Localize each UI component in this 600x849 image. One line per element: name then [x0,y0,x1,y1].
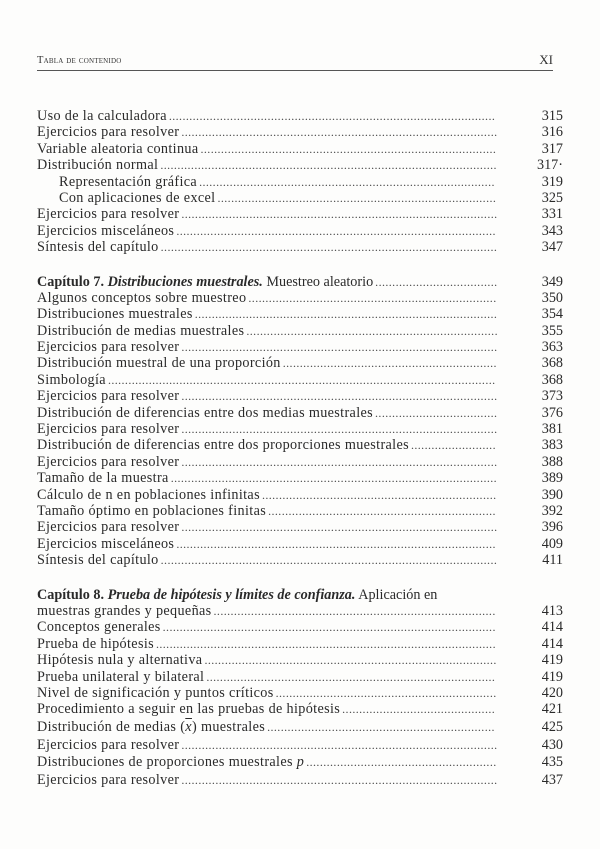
running-header [37,52,553,71]
dot-leader: .................................................................................. [217,190,497,205]
dot-leader: .............................................................................................. [176,536,496,551]
dot-leader: ............................................. [342,702,496,717]
toc-entry[interactable] [37,652,563,668]
toc-entry[interactable] [37,339,563,355]
entry-text: Ejercicios para resolver [37,736,180,753]
page-number: 430 [541,736,563,753]
dot-leader: ............................................................................................. [181,737,498,752]
chapter-label: Capítulo 8. [37,586,105,603]
toc-entry[interactable] [37,290,563,306]
toc-entry[interactable] [37,619,563,635]
dot-leader: ........................................................ [306,755,497,770]
dot-leader: ......................................................................... [248,290,497,305]
entry-text: Ejercicios para resolver [37,421,180,438]
page-number: 381 [541,421,563,438]
entry-text: Síntesis del capítulo [37,552,159,569]
dot-leader: ............................................................................................. [181,773,498,788]
entry-text [37,753,306,772]
section-gap [37,569,563,587]
entry-text-after: muestrales [200,718,266,735]
chapter-8-entries [37,619,563,788]
toc-entry[interactable] [37,306,563,322]
chapter-title: Prueba de hipótesis y límites de confianza. [107,586,356,603]
math-symbol: p [296,754,305,771]
toc-chapter-8[interactable] [37,587,563,603]
entry-text: Ejercicios para resolver [37,453,180,470]
dot-leader: ......................... [410,438,496,453]
page-number: 419 [541,668,563,685]
entry-text: Tamaño de la muestra [37,470,169,487]
entry-text: Uso de la calculadora [37,108,167,124]
toc-entry[interactable] [37,206,563,222]
toc-entry[interactable] [37,701,563,717]
header-title: Tabla de contenido [37,55,122,66]
page-number: 389 [541,470,563,487]
entry-text: Representación gráfica [59,173,198,190]
page-number: 390 [541,486,563,503]
page-number: 396 [541,519,563,536]
entry-text: Ejercicios misceláneos [37,222,175,239]
toc-chapter-7[interactable] [37,274,563,290]
page-number: 419 [541,652,563,669]
toc-entry[interactable] [37,388,563,404]
toc-entry[interactable] [37,753,563,772]
entry-text: Ejercicios misceláneos [37,535,175,552]
chapter-heading [37,587,439,603]
entry-text: Distribución muestral de una proporción [37,355,281,372]
page-number: 355 [541,322,563,339]
page-number: 363 [541,339,563,356]
toc-entry[interactable] [37,737,563,753]
page-number: 325 [541,189,563,206]
dot-leader: ............................................................................................. [181,422,498,437]
page-number: 347 [541,239,563,256]
entry-text: Ejercicios para resolver [37,206,180,223]
dot-leader: ............................................................................................. [181,520,498,535]
page-number: 414 [541,635,563,652]
entry-text-before: Distribuciones de proporciones muestrales [37,754,293,771]
toc-entry[interactable] [37,372,563,388]
toc-entry[interactable] [37,552,563,568]
dot-leader: ................................................................................................ [170,471,498,486]
page-number: 425 [541,718,563,735]
toc-entry[interactable] [37,772,563,788]
entry-text: Variable aleatoria continua [37,140,199,157]
entry-text: Síntesis del capítulo [37,239,159,256]
entry-text-before: Distribución de medias [37,718,177,735]
dot-leader: ..................................................................... [261,487,497,502]
dot-leader: ......................................................................................... [194,307,498,322]
page-number: 435 [541,754,563,771]
dot-leader: .............................................................................................. [176,223,496,238]
page-number: 343 [541,222,563,239]
entry-text: Distribución normal [37,157,159,174]
entry-text: Conceptos generales [37,619,161,636]
dot-leader: ................................................................................................... [160,553,498,568]
entry-text: Ejercicios para resolver [37,124,180,141]
dot-leader: ................................................................................................... [160,240,498,255]
page-number: 420 [541,684,563,701]
chapter-7-entries [37,290,563,569]
entry-text: Distribución de diferencias entre dos medias muestrales [37,404,374,421]
toc-entry[interactable] [37,519,563,535]
toc-entry[interactable] [37,157,563,173]
toc-entry[interactable] [37,108,563,124]
toc-entry[interactable] [37,669,563,685]
toc-entry[interactable] [37,223,563,239]
toc-chapter-8-continued[interactable] [37,603,563,619]
dot-leader: ................................................................................................ [168,109,496,123]
page-number: 437 [541,772,563,789]
page-number: 411 [542,552,563,569]
entry-text: Nivel de significación y puntos críticos [37,684,274,701]
chapter-subtitle: Muestreo aleatorio [266,273,374,290]
dot-leader: .......................................................................... [246,323,498,338]
entry-text: Ejercicios para resolver [37,519,180,536]
dot-leader: ............................................................... [282,356,497,371]
dot-leader: ................................................................................................... [160,158,497,173]
toc-section-continued [37,108,563,256]
section-gap [37,256,563,274]
dot-leader: ....................................................................................... [199,174,495,189]
dot-leader: ...................................................................................... [204,653,497,668]
entry-text: Ejercicios para resolver [37,388,180,405]
dot-leader: .................................................................................................................. [107,372,496,387]
toc-entry[interactable] [37,437,563,453]
entry-text: Simbología [37,371,106,388]
page-number: 413 [541,602,563,619]
page-number: 350 [541,289,563,306]
dot-leader: .................................... [375,405,498,420]
entry-text: Distribuciones muestrales [37,306,193,323]
page-number: 392 [541,502,563,519]
toc-entry[interactable] [37,487,563,503]
dot-leader: .................................................................................................. [162,620,496,635]
dot-leader: ................................................................. [275,685,497,700]
toc-entry[interactable] [37,685,563,701]
toc-entry[interactable] [37,536,563,552]
entry-text: muestras grandes y pequeñas [37,602,212,619]
page-number: 316 [541,124,563,141]
toc-entry[interactable] [37,405,563,421]
toc-entry[interactable] [37,470,563,486]
page-number: 388 [541,453,563,470]
dot-leader: ................................................................... [268,503,496,518]
entry-text: Ejercicios para resolver [37,772,180,789]
dot-leader: ................................................................... [267,719,495,734]
dot-leader: ............................................................................................. [181,125,498,140]
entry-text: Prueba unilateral y bilateral [37,668,205,685]
toc-entry[interactable] [37,454,563,470]
entry-text: Prueba de hipótesis [37,635,154,652]
dot-leader: ....................................................................................... [200,141,497,156]
entry-text: Con aplicaciones de excel [59,189,216,206]
page-number: 376 [541,404,563,421]
entry-text: Tamaño óptimo en poblaciones finitas [37,502,267,519]
toc-entry[interactable] [37,636,563,652]
page-number: 315 [541,108,563,124]
chapter-subtitle: Aplicación en [358,586,438,603]
page-number: 383 [541,437,563,454]
dot-leader: ............................................................................................. [181,340,498,355]
header-page-number: XI [539,52,553,67]
page-number: 317 [541,140,563,157]
dot-leader: ............................................................................................. [181,207,498,222]
toc-entry[interactable] [37,421,563,437]
page-number: 349 [541,273,563,290]
dot-leader: ..................................................................................... [206,669,496,684]
toc-entry[interactable] [37,323,563,339]
dot-leader: .................................................................................................... [155,636,496,651]
page-number: 331 [541,206,563,223]
toc-entry[interactable] [37,141,563,157]
page-number: 421 [541,701,563,718]
chapter-label: Capítulo 7. [37,273,105,290]
toc-entry[interactable] [37,718,563,737]
page-number: 354 [541,306,563,323]
page-number: 368 [541,355,563,372]
entry-text: Hipótesis nula y alternativa [37,652,203,669]
dot-leader: .................................... [375,274,498,289]
entry-text: Distribución de medias $(\overline{x})$ muestrales [37,718,266,735]
table-of-contents [37,108,563,788]
toc-entry[interactable] [37,124,563,140]
page-number: 373 [541,388,563,405]
page-number: 319 [541,173,563,190]
toc-entry[interactable] [37,174,563,190]
dot-leader: ................................................................................... [213,603,496,618]
entry-text: Algunos conceptos sobre muestreo [37,289,247,306]
page-number: 368 [541,371,563,388]
entry-text: Distribución de medias muestrales [37,322,245,339]
toc-entry[interactable] [37,239,563,255]
toc-entry[interactable] [37,503,563,519]
page-number: 409 [541,535,563,552]
entry-text: Distribución de diferencias entre dos proporciones muestrales [37,437,409,454]
toc-entry[interactable] [37,190,563,206]
dot-leader: ............................................................................................. [181,389,498,404]
chapter-heading [37,274,375,290]
entry-text: Procedimiento a seguir en las pruebas de hipótesis [37,701,341,718]
chapter-title: Distribuciones muestrales. [107,273,263,290]
entry-text: Ejercicios para resolver [37,339,180,356]
dot-leader: ............................................................................................. [181,454,498,469]
page-number: 414 [541,619,563,636]
page-number: 317· [536,157,563,174]
math-symbol: $\overline{x}$ [185,718,192,735]
toc-entry[interactable] [37,355,563,371]
entry-text: Cálculo de n en poblaciones infinitas [37,486,260,503]
